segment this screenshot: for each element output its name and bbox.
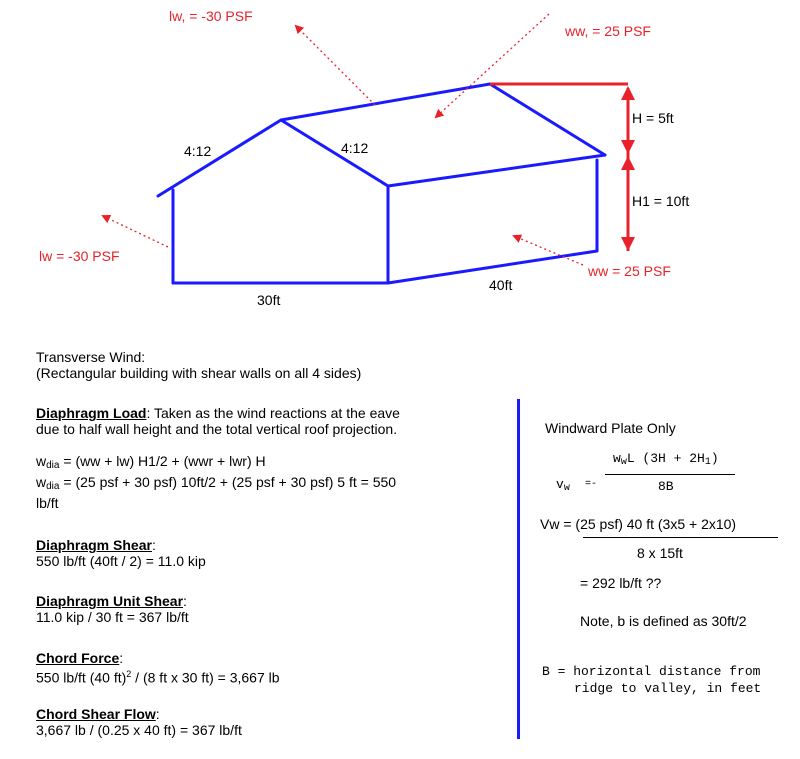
diaphragm-load-text-1: : Taken as the wind reactions at the eave bbox=[146, 405, 400, 421]
formula-numerator bbox=[613, 450, 719, 471]
vw-fraction-bar bbox=[583, 537, 778, 538]
width-label: 30ft bbox=[257, 292, 281, 308]
vw-numerator: Vw = (25 psf) 40 ft (3x5 + 2x10) bbox=[540, 516, 737, 532]
b-definition bbox=[542, 663, 761, 697]
wall-windward-load-label: ww = 25 PSF bbox=[588, 263, 671, 279]
right-roof-pitch-label: 4:12 bbox=[341, 140, 369, 156]
vw-result: = 292 lb/ft ?? bbox=[580, 575, 662, 591]
ridge-line bbox=[281, 84, 490, 120]
building-outline bbox=[158, 84, 605, 283]
h-label: H = 5ft bbox=[632, 110, 674, 126]
diaphragm-load-section bbox=[36, 405, 400, 511]
diaphragm-load-eq-2-cont: lb/ft bbox=[36, 495, 59, 511]
windward-plate-title: Windward Plate Only bbox=[545, 420, 676, 436]
num-close: ) bbox=[710, 451, 719, 466]
h-arrow-bottom bbox=[621, 140, 635, 154]
w-symbol-2: w bbox=[36, 474, 47, 490]
b-definition-line-2: ridge to valley, in feet bbox=[574, 681, 762, 696]
colon: : bbox=[151, 537, 156, 553]
roof-windward-arrow bbox=[436, 14, 549, 117]
roof-leeward-load-label: lw, = -30 PSF bbox=[169, 8, 253, 24]
chord-shear-flow-section bbox=[36, 706, 242, 738]
eave-line bbox=[388, 155, 605, 186]
colon: : bbox=[119, 650, 124, 666]
chord-shear-flow-eq: 3,667 lb / (0.25 x 40 ft) = 367 lb/ft bbox=[36, 722, 242, 738]
diaphragm-load-text-2: due to half wall height and the total vertical roof projection. bbox=[36, 421, 398, 437]
roof-back-slope bbox=[490, 84, 605, 155]
intro-title: Transverse Wind: bbox=[36, 349, 146, 365]
diaphragm-shear-section bbox=[36, 537, 206, 569]
dia-subscript-2: dia bbox=[46, 481, 60, 492]
h1-arrow-bottom bbox=[621, 237, 635, 251]
diaphragm-shear-eq: 550 lb/ft (40ft / 2) = 11.0 kip bbox=[36, 553, 206, 569]
left-roof-pitch-label: 4:12 bbox=[184, 143, 212, 159]
diaphragm-unit-shear-eq: 11.0 kip / 30 ft = 367 lb/ft bbox=[36, 609, 189, 625]
diaphragm-shear-heading: Diaphragm Shear bbox=[36, 537, 152, 553]
b-note: Note, b is defined as 30ft/2 bbox=[580, 613, 747, 629]
column-divider bbox=[517, 399, 520, 739]
b-definition-line-1: B = horizontal distance from bbox=[542, 664, 761, 679]
formula-equals: =- bbox=[585, 479, 598, 490]
dia-subscript: dia bbox=[46, 460, 60, 471]
diaphragm-unit-shear-heading: Diaphragm Unit Shear bbox=[36, 593, 184, 609]
diaphragm-unit-shear-section bbox=[36, 593, 189, 625]
vw-denominator: 8 x 15ft bbox=[637, 545, 683, 561]
wall-leeward-load-label: lw = -30 PSF bbox=[39, 248, 120, 264]
diaphragm-load-heading: Diaphragm Load bbox=[36, 405, 147, 421]
chord-force-heading: Chord Force bbox=[36, 650, 120, 666]
diaphragm-load-eq-2: = (25 psf + 30 psf) 10ft/2 + (25 psf + 30 psf) 5 ft = 550 bbox=[59, 474, 397, 490]
roof-leeward-arrow bbox=[296, 26, 375, 105]
squared-superscript: 2 bbox=[126, 669, 132, 679]
length-label: 40ft bbox=[489, 277, 513, 293]
colon: : bbox=[183, 593, 187, 609]
formula-denominator: 8B bbox=[658, 479, 674, 494]
num-w-sub: w bbox=[620, 457, 627, 468]
intro-text bbox=[36, 349, 361, 381]
num-w: w bbox=[613, 451, 621, 466]
h1-label: H1 = 10ft bbox=[632, 193, 690, 209]
num-h1-sub: 1 bbox=[704, 457, 711, 468]
formula-fraction-bar bbox=[605, 474, 735, 475]
chord-force-section bbox=[36, 650, 280, 686]
w-symbol: w bbox=[36, 453, 47, 469]
chord-force-eq-a: 550 lb/ft (40 ft) bbox=[36, 669, 127, 686]
chord-force-eq-b: / (8 ft x 30 ft) = 3,667 lb bbox=[131, 669, 280, 686]
h1-arrow-top bbox=[621, 156, 635, 170]
intro-subtitle: (Rectangular building with shear walls on all 4 sides) bbox=[36, 365, 362, 381]
chord-shear-flow-heading: Chord Shear Flow bbox=[36, 706, 156, 722]
vw-symbol: v bbox=[556, 477, 564, 492]
num-body: L (3H + 2H bbox=[626, 451, 705, 466]
wall-leeward-arrow bbox=[103, 216, 168, 247]
roof-windward-load-label: ww, = 25 PSF bbox=[565, 23, 651, 39]
diaphragm-load-eq-1: = (ww + lw) H1/2 + (wwr + lwr) H bbox=[59, 453, 266, 469]
colon: : bbox=[155, 706, 160, 722]
h-arrow-top bbox=[621, 86, 635, 100]
vw-lhs bbox=[556, 476, 570, 497]
vw-subscript: w bbox=[563, 483, 570, 494]
